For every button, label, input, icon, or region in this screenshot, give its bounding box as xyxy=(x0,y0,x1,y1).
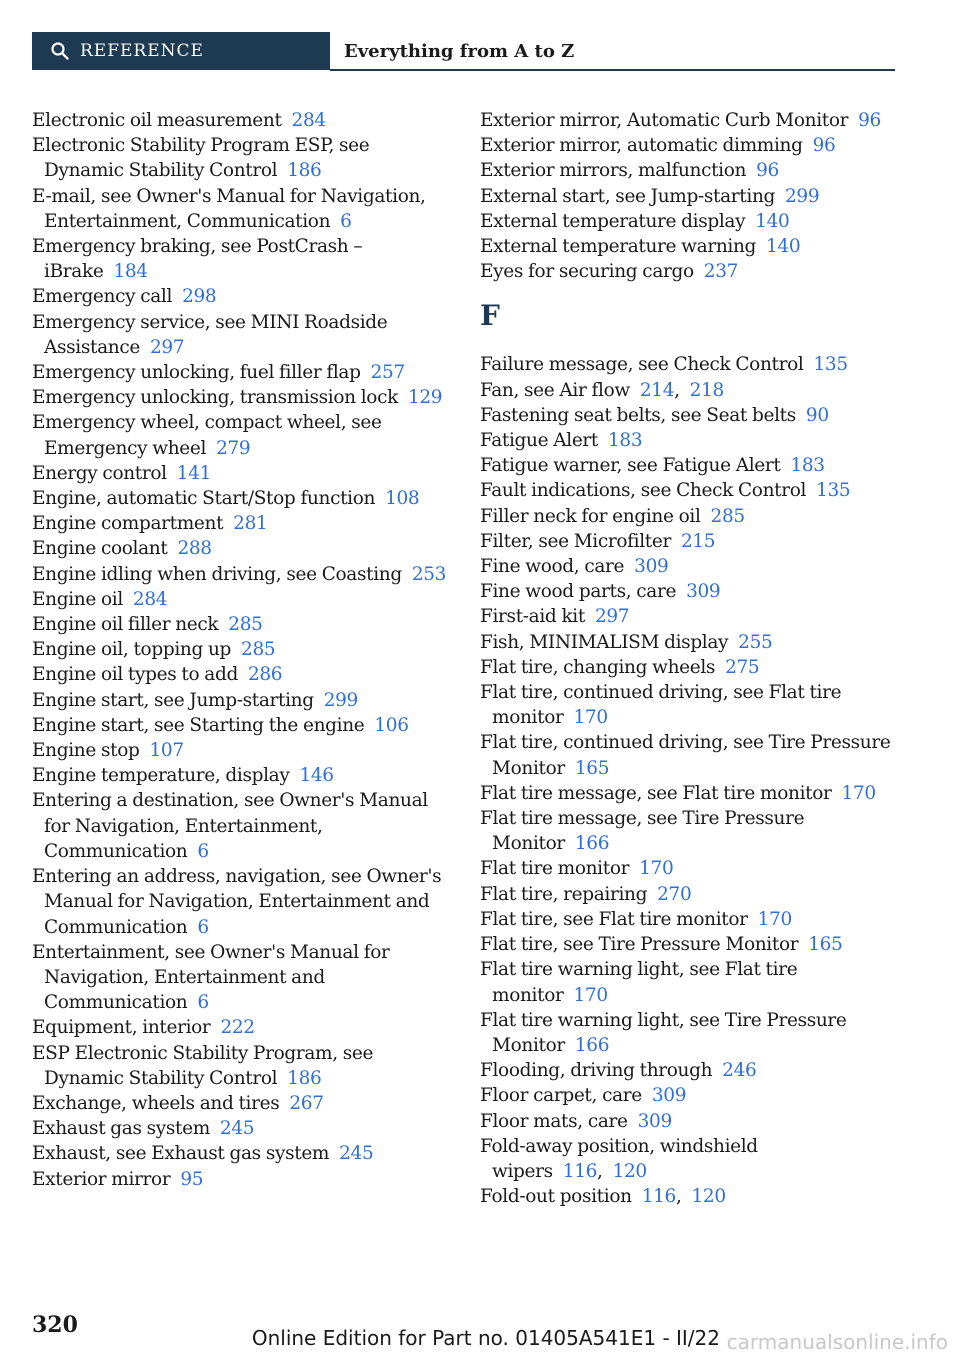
section-tab xyxy=(32,32,330,70)
page-reference-link[interactable]: 275 xyxy=(725,656,760,678)
page-reference-link[interactable]: 165 xyxy=(574,757,610,779)
page-reference-link[interactable]: 281 xyxy=(233,513,268,535)
index-entry xyxy=(32,587,450,612)
index-term: Flat tire, repairing xyxy=(480,883,648,905)
page-reference-link[interactable]: 165 xyxy=(808,934,843,956)
index-entry xyxy=(480,184,900,209)
page-reference-link[interactable]: 253 xyxy=(411,563,447,585)
page-reference-link[interactable]: 170 xyxy=(639,858,674,880)
index-entry xyxy=(32,1167,450,1192)
index-term: Emergency wheel, compact wheel, see Emergency wheel xyxy=(32,412,382,459)
index-term: Electronic oil measurement xyxy=(32,110,282,131)
index-term: Exhaust gas system xyxy=(32,1118,210,1140)
page-reference-link[interactable]: 297 xyxy=(149,336,185,358)
index-term: Flat tire message, see Tire Pressure Monitor xyxy=(480,808,805,855)
index-entry xyxy=(32,284,450,309)
page-reference-link[interactable]: 279 xyxy=(216,437,251,459)
page-reference-link[interactable]: 284 xyxy=(132,588,168,610)
page-reference-link[interactable]: 95 xyxy=(180,1168,204,1190)
index-term: Emergency unlocking, transmission lock xyxy=(32,387,398,409)
index-entry xyxy=(480,209,900,234)
index-entry xyxy=(32,713,450,738)
page-reference-link[interactable]: 222 xyxy=(220,1017,255,1039)
index-term: Filter, see Microfilter xyxy=(480,530,671,552)
index-entry xyxy=(480,781,900,806)
index-term: Engine oil types to add xyxy=(32,664,238,686)
index-term: Exterior mirror, automatic dimming xyxy=(480,135,803,157)
index-term: Flat tire warning light, see Flat tire monitor xyxy=(480,959,798,1006)
index-term: Exterior mirror, Automatic Curb Monitor xyxy=(480,110,849,131)
page-reference-link[interactable]: 215 xyxy=(680,530,716,552)
index-entry xyxy=(32,1015,450,1040)
index-term: Engine compartment xyxy=(32,513,224,535)
index-term: Fine wood parts, care xyxy=(480,581,677,603)
index-term: Fold-out position xyxy=(480,1186,632,1208)
index-term: Failure message, see Check Control xyxy=(480,354,804,376)
index-entry xyxy=(480,108,900,133)
page-reference-link[interactable]: 135 xyxy=(816,480,851,502)
index-entry xyxy=(480,932,900,957)
index-entry xyxy=(32,940,450,1016)
index-term: Floor mats, care xyxy=(480,1110,628,1132)
page-reference-link[interactable]: 96 xyxy=(858,110,881,131)
index-term: Flat tire, changing wheels xyxy=(480,656,716,678)
page-reference-link[interactable]: 286 xyxy=(247,664,283,686)
index-term: Flat tire monitor xyxy=(480,858,630,880)
page-reference-link[interactable]: 245 xyxy=(219,1118,255,1140)
index-entry xyxy=(32,360,450,385)
index-term: Fastening seat belts, see Seat belts xyxy=(480,404,796,426)
index-entry xyxy=(480,133,900,158)
index-entry xyxy=(480,554,900,579)
index-term: First-aid kit xyxy=(480,606,585,628)
page-reference-link[interactable]: 214 xyxy=(639,379,675,401)
index-entry xyxy=(32,738,450,763)
index-term: Filler neck for engine oil xyxy=(480,505,701,527)
index-entry xyxy=(32,108,450,133)
page-title: Everything from A to Z xyxy=(344,40,575,62)
index-entry xyxy=(480,504,900,529)
index-entry: Fold-out position 116, 120 xyxy=(480,1186,726,1208)
index-term: Engine stop xyxy=(32,740,140,762)
index-entry xyxy=(480,352,900,377)
index-entry xyxy=(32,310,450,360)
index-entry xyxy=(480,957,900,1007)
index-term: Exterior mirrors, malfunction xyxy=(480,160,747,182)
index-entry xyxy=(480,856,900,881)
index-term: Flat tire, see Flat tire monitor xyxy=(480,908,748,930)
index-entry xyxy=(32,688,450,713)
index-term: Emergency braking, see PostCrash – iBrake xyxy=(32,236,363,283)
page-reference-link[interactable]: 166 xyxy=(574,833,610,855)
index-term: Equipment, interior xyxy=(32,1017,211,1039)
index-entry: Fold-away position, windshield wipers 116, 120 xyxy=(480,1135,758,1182)
index-entry xyxy=(480,234,900,259)
page-reference-link[interactable]: 237 xyxy=(703,261,739,283)
page-reference-link[interactable]: 309 xyxy=(686,581,721,603)
page-reference-link[interactable]: 245 xyxy=(339,1143,374,1165)
page-reference-link[interactable]: 96 xyxy=(812,135,836,157)
index-column-left xyxy=(32,108,450,1192)
index-entry xyxy=(480,529,900,554)
index-term: Exhaust, see Exhaust gas system xyxy=(32,1143,330,1165)
page-reference-link[interactable]: 288 xyxy=(177,538,212,560)
index-term: Flat tire, continued driving, see Tire Pressure Monitor xyxy=(480,732,891,779)
index-entry xyxy=(480,907,900,932)
search-icon xyxy=(50,41,70,61)
index-term: Entertainment, see Owner's Manual for Navigation, Entertainment and Communication xyxy=(32,941,390,1014)
page-reference-link[interactable]: 218 xyxy=(689,379,724,401)
index-entry xyxy=(480,1008,900,1058)
index-entry xyxy=(480,259,900,284)
page-reference-link[interactable]: 107 xyxy=(149,740,184,762)
index-term: Flat tire, continued driving, see Flat tire monitor xyxy=(480,682,842,729)
page-reference-link[interactable]: 116 xyxy=(562,1160,598,1182)
index-term: Engine oil xyxy=(32,588,123,610)
index-term: Emergency unlocking, fuel filler flap xyxy=(32,362,361,384)
page-reference-link[interactable]: 6 xyxy=(197,840,209,862)
index-entry xyxy=(480,630,900,655)
index-entry xyxy=(480,403,900,428)
index-entry xyxy=(32,133,450,183)
page-number: 320 xyxy=(32,1312,78,1338)
page-reference-link[interactable]: 183 xyxy=(790,455,825,477)
index-entry xyxy=(480,453,900,478)
index-column-right xyxy=(480,108,900,1209)
page-reference-link[interactable]: 170 xyxy=(757,908,792,930)
page-reference-link[interactable]: 6 xyxy=(340,210,352,232)
page-reference-link[interactable]: 170 xyxy=(841,782,876,804)
index-entry xyxy=(480,882,900,907)
index-term: Fold-away position, windshield wipers xyxy=(480,1135,758,1182)
index-entry xyxy=(480,730,900,780)
index-term: External temperature warning xyxy=(480,236,757,258)
index-entry xyxy=(32,1091,450,1116)
index-term: Fan, see Air flow xyxy=(480,379,630,401)
index-term: External start, see Jump-starting xyxy=(480,185,776,207)
page-reference-link[interactable]: 120 xyxy=(691,1186,726,1208)
index-entry xyxy=(32,1116,450,1141)
index-term: Fine wood, care xyxy=(480,556,625,578)
index-term: Engine idling when driving, see Coasting xyxy=(32,563,402,585)
index-term: Engine temperature, display xyxy=(32,765,290,787)
index-term: Flat tire message, see Flat tire monitor xyxy=(480,782,832,804)
page-reference-link[interactable]: 6 xyxy=(197,992,209,1014)
index-term: Fish, MINIMALISM display xyxy=(480,631,729,653)
page-reference-link[interactable]: 270 xyxy=(657,883,692,905)
page-reference-link[interactable]: 106 xyxy=(374,714,409,736)
index-entry xyxy=(32,763,450,788)
index-entry xyxy=(32,637,450,662)
page-reference-link[interactable]: 299 xyxy=(323,689,358,711)
page-reference-link[interactable]: 146 xyxy=(299,765,334,787)
index-entry xyxy=(32,385,450,410)
index-entry xyxy=(32,788,450,864)
page-reference-link[interactable]: 285 xyxy=(710,505,745,527)
header-divider xyxy=(330,69,895,71)
index-entry xyxy=(480,579,900,604)
page-reference-link[interactable]: 186 xyxy=(287,1067,322,1089)
index-entry: Fan, see Air flow 214, 218 xyxy=(480,379,724,401)
page-reference-link[interactable]: 90 xyxy=(805,404,829,426)
page-reference-link[interactable]: 184 xyxy=(113,261,148,283)
page-reference-link[interactable]: 297 xyxy=(594,606,630,628)
index-entry xyxy=(32,864,450,940)
index-term: Flat tire warning light, see Tire Pressure Monitor xyxy=(480,1009,847,1056)
index-term: Engine oil, topping up xyxy=(32,639,232,661)
index-entry xyxy=(480,478,900,503)
index-term: Engine start, see Jump-starting xyxy=(32,689,314,711)
index-group-e xyxy=(480,108,900,284)
index-entry xyxy=(480,806,900,856)
page-reference-link[interactable]: 298 xyxy=(182,286,217,308)
index-term: Engine start, see Starting the engine xyxy=(32,714,365,736)
edition-note: Online Edition for Part no. 01405A541E1 - II/22 xyxy=(251,1326,720,1350)
index-term: Floor carpet, care xyxy=(480,1085,642,1107)
index-term: Engine, automatic Start/Stop function xyxy=(32,488,376,510)
index-term: Fatigue Alert xyxy=(480,430,599,452)
page-reference-link[interactable]: 255 xyxy=(738,631,773,653)
watermark: carmanualsonline.info xyxy=(726,1330,948,1354)
page-reference-link[interactable]: 257 xyxy=(370,362,405,384)
index-term: Electronic Stability Program ESP, see Dynamic Stability Control xyxy=(32,135,370,182)
index-entry xyxy=(480,604,900,629)
index-term: Exterior mirror xyxy=(32,1168,171,1190)
index-entry xyxy=(480,1083,900,1108)
index-entry xyxy=(480,158,900,183)
index-entry xyxy=(480,680,900,730)
index-entry xyxy=(32,511,450,536)
page-reference-link[interactable]: 309 xyxy=(634,556,669,578)
page-reference-link[interactable]: 141 xyxy=(176,462,211,484)
page-reference-link[interactable]: 309 xyxy=(637,1110,672,1132)
page-reference-link[interactable]: 170 xyxy=(573,707,608,729)
page-reference-link[interactable]: 135 xyxy=(813,354,848,376)
index-entry xyxy=(480,428,900,453)
page-reference-link[interactable]: 116 xyxy=(641,1186,676,1208)
index-entry xyxy=(32,1041,450,1091)
index-term: Exchange, wheels and tires xyxy=(32,1092,280,1114)
page-reference-link[interactable]: 140 xyxy=(766,236,801,258)
page-reference-link[interactable]: 309 xyxy=(651,1085,687,1107)
index-entry xyxy=(32,562,450,587)
index-term: Flat tire, see Tire Pressure Monitor xyxy=(480,934,799,956)
index-term: Engine coolant xyxy=(32,538,168,560)
section-letter: F xyxy=(480,299,500,333)
index-term: Energy control xyxy=(32,462,167,484)
page-reference-link[interactable]: 96 xyxy=(756,160,779,182)
index-term: Engine oil filler neck xyxy=(32,614,219,636)
index-entry xyxy=(32,486,450,511)
index-group-f xyxy=(480,352,900,1209)
index-term: External temperature display xyxy=(480,210,746,232)
index-entry xyxy=(32,234,450,284)
page-reference-link[interactable]: 170 xyxy=(573,984,608,1006)
page-reference-link[interactable]: 285 xyxy=(241,639,276,661)
index-entry xyxy=(32,461,450,486)
index-entry xyxy=(32,1141,450,1166)
page-reference-link[interactable]: 120 xyxy=(612,1160,647,1182)
index-term: Emergency call xyxy=(32,286,173,308)
index-term: E-mail, see Owner's Manual for Navigation, Entertainment, Communication xyxy=(32,185,426,232)
index-entry xyxy=(480,1058,900,1083)
index-entry xyxy=(32,184,450,234)
page-reference-link[interactable]: 267 xyxy=(289,1092,324,1114)
index-entry xyxy=(32,536,450,561)
index-entry xyxy=(32,612,450,637)
page-reference-link[interactable]: 186 xyxy=(287,160,322,182)
index-term: Entering an address, navigation, see Owner's Manual for Navigation, Entertainment and Communication xyxy=(32,866,442,938)
page-reference-link[interactable]: 246 xyxy=(722,1060,757,1082)
index-term: Fault indications, see Check Control xyxy=(480,480,807,502)
index-entry xyxy=(32,410,450,460)
index-term: Flooding, driving through xyxy=(480,1060,713,1082)
page-reference-link[interactable]: 140 xyxy=(755,210,790,232)
index-term: Eyes for securing cargo xyxy=(480,261,694,283)
page-reference-link[interactable]: 108 xyxy=(385,488,420,510)
page-reference-link[interactable]: 299 xyxy=(785,185,820,207)
page-reference-link[interactable]: 285 xyxy=(228,614,263,636)
index-term: Emergency service, see MINI Roadside Assistance xyxy=(32,311,388,358)
index-entry xyxy=(32,662,450,687)
index-entry xyxy=(480,655,900,680)
page-reference-link[interactable]: 284 xyxy=(291,110,326,131)
index-term: Entering a destination, see Owner's Manual for Navigation, Entertainment, Communication xyxy=(32,790,428,862)
page-reference-link[interactable]: 166 xyxy=(574,1034,610,1056)
page-reference-link[interactable]: 6 xyxy=(197,916,209,938)
page-reference-link[interactable]: 129 xyxy=(407,387,443,409)
index-term: Fatigue warner, see Fatigue Alert xyxy=(480,455,781,477)
index-term: ESP Electronic Stability Program, see Dynamic Stability Control xyxy=(32,1042,374,1089)
index-entry xyxy=(480,1109,900,1134)
section-label: REFERENCE xyxy=(80,41,204,61)
page-reference-link[interactable]: 183 xyxy=(608,430,643,452)
